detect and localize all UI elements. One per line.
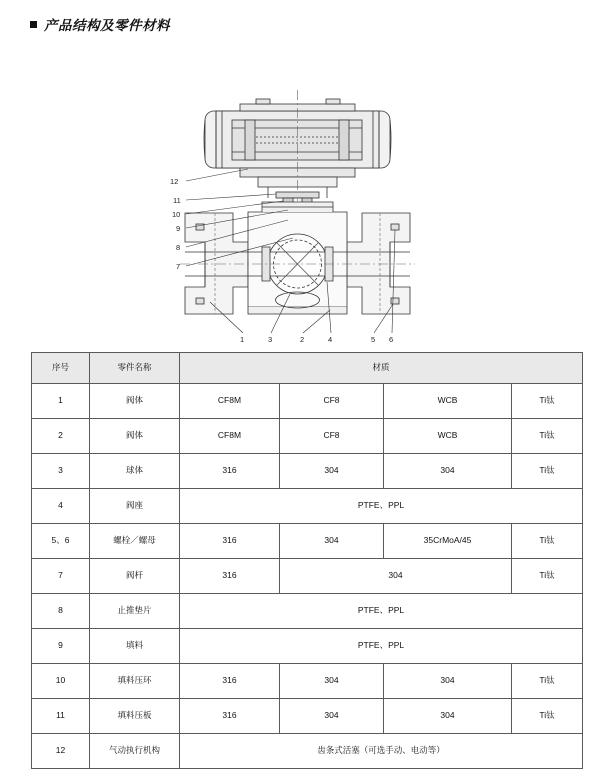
cell-no: 2 <box>32 419 90 454</box>
cell-material-2: 304 <box>280 454 384 489</box>
cell-part-name: 填料压环 <box>90 664 180 699</box>
cell-material-span: PTFE、PPL <box>180 629 583 664</box>
cell-material-4: Ti钛 <box>512 419 583 454</box>
table-row <box>32 664 583 699</box>
cell-part-name: 阀座 <box>90 489 180 524</box>
table-row <box>32 454 583 489</box>
cell-material-1: 316 <box>180 454 280 489</box>
parts-material-table <box>31 352 583 769</box>
header-part-name: 零件名称 <box>90 353 180 384</box>
cell-no: 11 <box>32 699 90 734</box>
callout-12: 12 <box>170 177 179 186</box>
cell-material-4: Ti钛 <box>512 524 583 559</box>
cell-material-3: 304 <box>384 454 512 489</box>
cell-part-name: 阀杆 <box>90 559 180 594</box>
cell-part-name: 气动执行机构 <box>90 734 180 769</box>
cell-material-span: PTFE、PPL <box>180 594 583 629</box>
square-bullet-icon <box>30 21 37 28</box>
cell-no: 10 <box>32 664 90 699</box>
cell-material-span: 齿条式活塞（可选手动、电动等） <box>180 734 583 769</box>
cell-no: 5、6 <box>32 524 90 559</box>
callout-1: 1 <box>240 335 245 344</box>
header-material: 材质 <box>180 353 583 384</box>
cell-no: 8 <box>32 594 90 629</box>
cell-material-3: 304 <box>384 664 512 699</box>
callout-7: 7 <box>176 262 181 271</box>
callout-4: 4 <box>328 335 333 344</box>
cell-material-3: 35CrMoA/45 <box>384 524 512 559</box>
table-header-row <box>32 353 583 384</box>
cell-no: 4 <box>32 489 90 524</box>
cell-material-1: 316 <box>180 664 280 699</box>
cell-material-4: Ti钛 <box>512 664 583 699</box>
callout-5: 5 <box>371 335 376 344</box>
cell-material-1: CF8M <box>180 419 280 454</box>
callout-11: 11 <box>173 196 181 205</box>
callout-6: 6 <box>389 335 394 344</box>
cell-material-2: 304 <box>280 664 384 699</box>
cell-material-4: Ti钛 <box>512 384 583 419</box>
cell-material-span-2: 304 <box>280 559 512 594</box>
callout-8: 8 <box>176 243 181 252</box>
table-row <box>32 559 583 594</box>
table-row <box>32 384 583 419</box>
cell-part-name: 阀体 <box>90 419 180 454</box>
table-row <box>32 629 583 664</box>
cell-material-1: 316 <box>180 559 280 594</box>
callout-2: 2 <box>300 335 305 344</box>
callout-10: 10 <box>172 210 181 219</box>
cell-part-name: 螺栓／螺母 <box>90 524 180 559</box>
cell-part-name: 填料 <box>90 629 180 664</box>
cell-material-1: 316 <box>180 699 280 734</box>
parts-material-table-wrapper <box>31 352 582 769</box>
cell-material-1: CF8M <box>180 384 280 419</box>
header-no: 序号 <box>32 353 90 384</box>
cell-no: 9 <box>32 629 90 664</box>
cell-no: 12 <box>32 734 90 769</box>
cell-material-2: 304 <box>280 699 384 734</box>
table-row <box>32 419 583 454</box>
product-structure-figure <box>0 42 613 344</box>
page-title <box>30 14 170 34</box>
cell-part-name: 阀体 <box>90 384 180 419</box>
cell-material-2: CF8 <box>280 384 384 419</box>
cell-material-span: PTFE、PPL <box>180 489 583 524</box>
cell-material-3: WCB <box>384 384 512 419</box>
cell-no: 7 <box>32 559 90 594</box>
cell-part-name: 球体 <box>90 454 180 489</box>
cell-part-name: 止推垫片 <box>90 594 180 629</box>
callout-3: 3 <box>268 335 273 344</box>
table-row <box>32 489 583 524</box>
table-row <box>32 524 583 559</box>
cell-material-4: Ti钛 <box>512 559 583 594</box>
cell-material-2: 304 <box>280 524 384 559</box>
cell-part-name: 填料压板 <box>90 699 180 734</box>
cell-material-2: CF8 <box>280 419 384 454</box>
cell-material-3: 304 <box>384 699 512 734</box>
page-title-text: 产品结构及零件材料 <box>44 18 170 33</box>
cell-material-4: Ti钛 <box>512 454 583 489</box>
cell-material-3: WCB <box>384 419 512 454</box>
table-row <box>32 594 583 629</box>
cell-no: 3 <box>32 454 90 489</box>
table-row <box>32 734 583 769</box>
cell-no: 1 <box>32 384 90 419</box>
table-row <box>32 699 583 734</box>
valve-drawing <box>0 42 613 344</box>
callout-9: 9 <box>176 224 181 233</box>
cell-material-1: 316 <box>180 524 280 559</box>
cell-material-4: Ti钛 <box>512 699 583 734</box>
